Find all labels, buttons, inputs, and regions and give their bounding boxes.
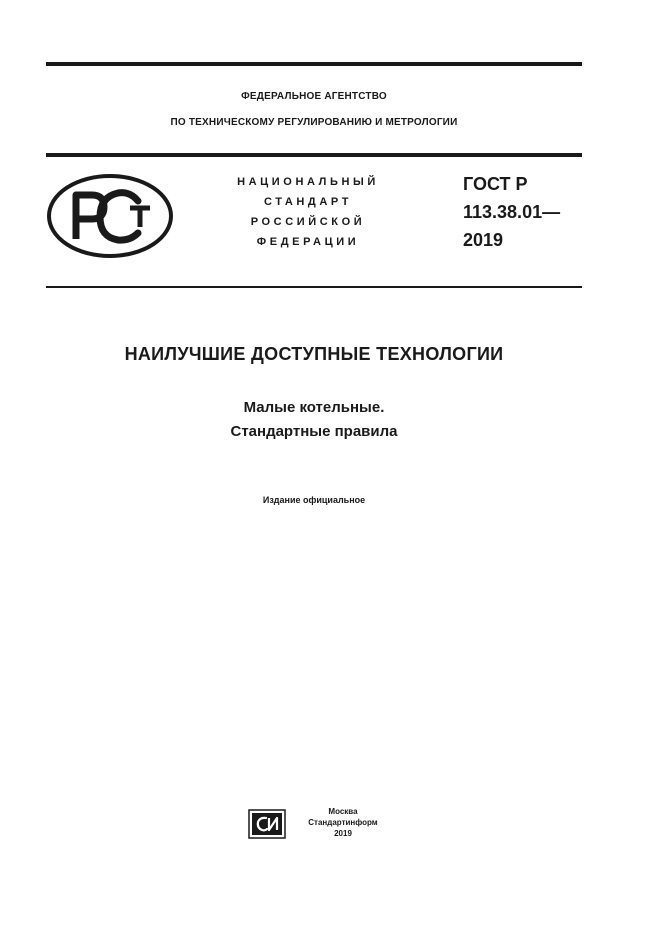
agency-line-1: ФЕДЕРАЛЬНОЕ АГЕНТСТВО bbox=[241, 91, 387, 102]
standard-type-line-2: СТАНДАРТ bbox=[263, 196, 353, 208]
standard-type-line-3: РОССИЙСКОЙ bbox=[250, 216, 366, 228]
standard-type-line-1: НАЦИОНАЛЬНЫЙ bbox=[237, 176, 379, 188]
top-rule bbox=[46, 62, 582, 66]
standard-type-block bbox=[210, 172, 406, 252]
designation-line-2: 113.38.01— bbox=[463, 202, 561, 222]
agency-line-2: ПО ТЕХНИЧЕСКОМУ РЕГУЛИРОВАНИЮ И МЕТРОЛОГИИ bbox=[170, 117, 458, 128]
edition-note: Издание официальное bbox=[262, 495, 366, 505]
standartinform-logo-icon bbox=[248, 809, 286, 839]
gost-r-logo-icon bbox=[46, 173, 174, 259]
subtitle-line-2: Стандартные правила bbox=[230, 423, 398, 440]
document-title: НАИЛУЧШИЕ ДОСТУПНЫЕ ТЕХНОЛОГИИ bbox=[124, 344, 504, 364]
document-subtitle bbox=[46, 396, 582, 444]
standard-type-line-4: ФЕДЕРАЦИИ bbox=[256, 236, 360, 248]
publisher-city: Москва bbox=[328, 807, 358, 816]
designation-line-1: ГОСТ Р bbox=[463, 174, 528, 194]
publisher-name: Стандартинформ bbox=[308, 818, 378, 827]
subtitle-line-1: Малые котельные. bbox=[243, 399, 385, 416]
publisher-block bbox=[298, 806, 388, 839]
designation-line-3: 2019 bbox=[463, 230, 504, 250]
bottom-rule bbox=[46, 286, 582, 288]
standard-designation bbox=[463, 170, 560, 254]
publisher-year: 2019 bbox=[334, 829, 352, 838]
middle-rule bbox=[46, 153, 582, 157]
